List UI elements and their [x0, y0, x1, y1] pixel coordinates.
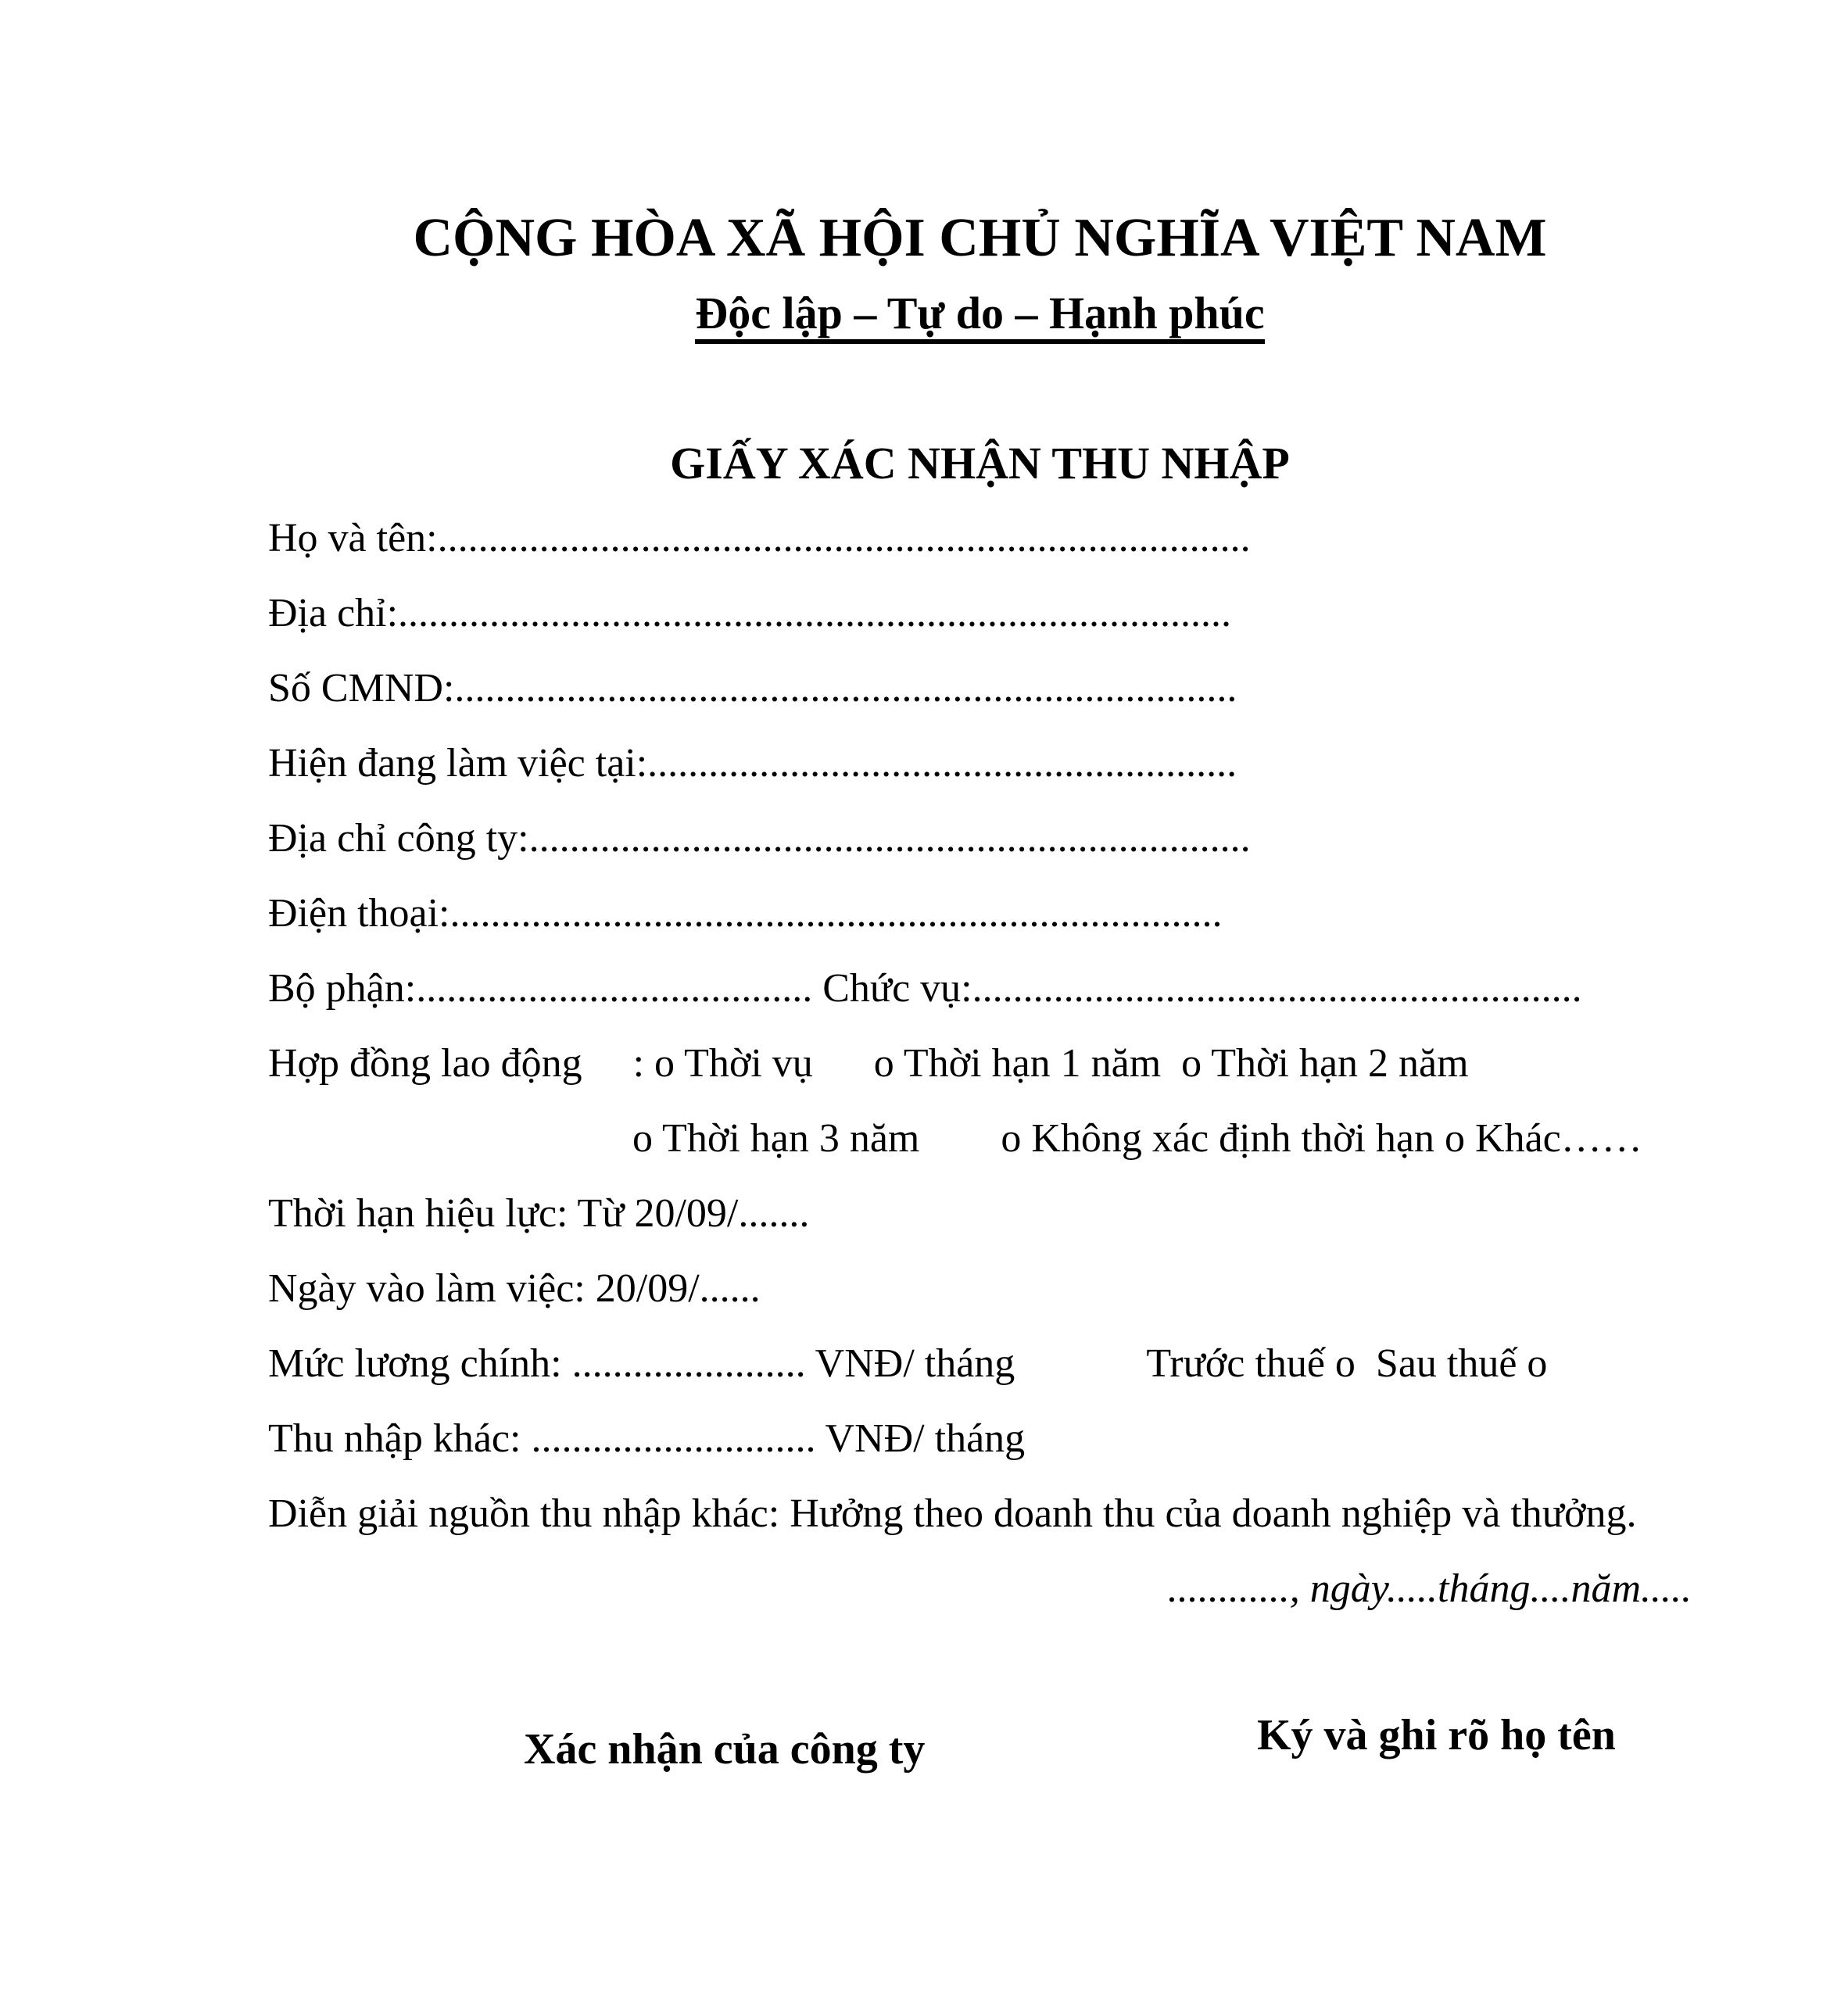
signature-company-label: Xác nhận của công ty	[524, 1725, 926, 1774]
field-start-work-date-line: Ngày vào làm việc: 20/09/......	[268, 1266, 761, 1311]
field-other-income-line: Thu nhập khác: ............................ VNĐ/ tháng	[268, 1416, 1026, 1461]
national-motto	[268, 276, 1692, 351]
field-full-name-line: Họ và tên:................................................................................	[268, 516, 1251, 560]
field-company-address-line: Địa chỉ công ty:.......................................................................	[268, 816, 1251, 861]
national-motto-text: Độc lập – Tự do – Hạnh phúc	[695, 290, 1264, 344]
field-department-and-position-line: Bộ phận:....................................... Chức vụ:............................................................	[268, 966, 1582, 1011]
field-id-number-line: Số CMND:.............................................................................	[268, 666, 1237, 711]
form-title: GIẤY XÁC NHẬN THU NHẬP	[670, 438, 1290, 489]
field-other-income-explanation-line: Diễn giải nguồn thu nhập khác: Hưởng theo doanh thu của doanh nghiệp và thưởng.	[268, 1491, 1637, 1536]
field-main-salary-line: Mức lương chính: ....................... VNĐ/ tháng Trước thuế o Sau thuế o	[268, 1341, 1548, 1386]
field-current-workplace-line: Hiện đang làm việc tại:..........................................................	[268, 741, 1237, 786]
signature-signer-label: Ký và ghi rõ họ tên	[1257, 1711, 1616, 1759]
field-contract-types-continued-line: o Thời hạn 3 năm o Không xác định thời hạn o Khác……	[632, 1116, 1642, 1161]
field-phone-line: Điện thoại:............................................................................	[268, 891, 1223, 936]
field-labor-contract-line: Hợp đồng lao động : o Thời vụ o Thời hạn 1 năm o Thời hạn 2 năm	[268, 1041, 1469, 1086]
national-header: CỘNG HÒA XÃ HỘI CHỦ NGHĨA VIỆT NAM	[413, 208, 1547, 268]
field-address-line: Địa chỉ:..................................................................................	[268, 591, 1232, 635]
date-place-line: ............, ngày.....tháng....năm.....	[1167, 1566, 1692, 1611]
field-validity-period-line: Thời hạn hiệu lực: Từ 20/09/.......	[268, 1191, 810, 1236]
